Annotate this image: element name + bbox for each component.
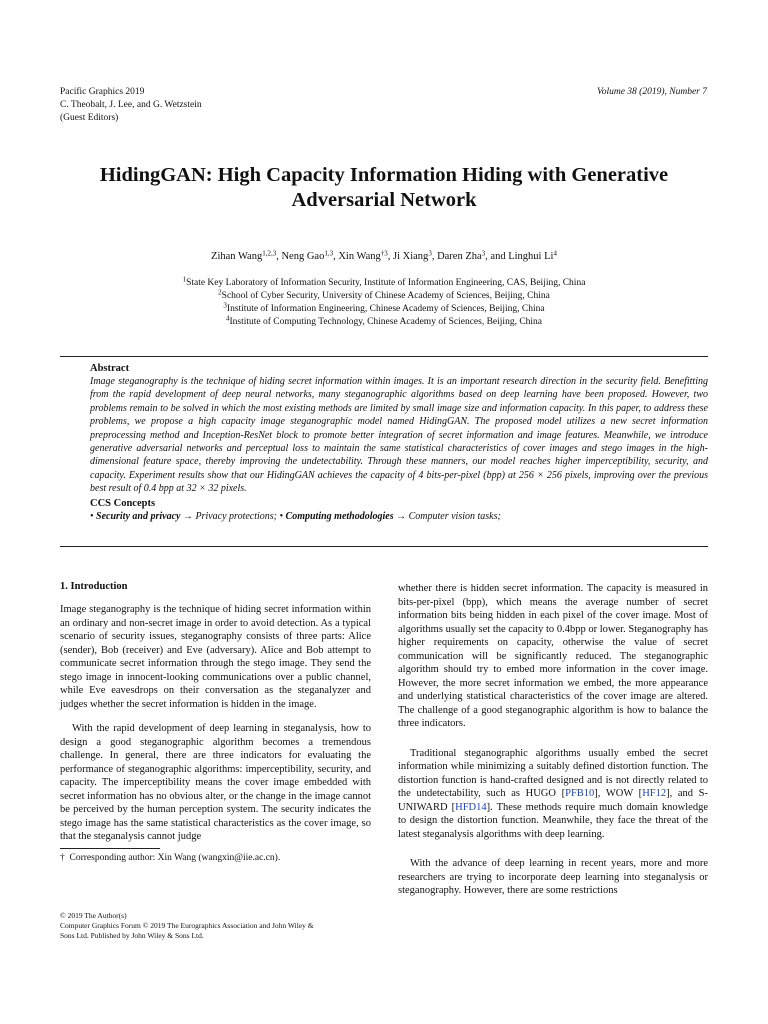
body-column-left <box>60 581 371 855</box>
copyright-line: Computer Graphics Forum © 2019 The Eurographics Association and John Wiley & Sons Ltd. Published by John Wiley & Sons Ltd. <box>60 921 314 940</box>
author-sep: , <box>431 251 438 262</box>
body-column-right <box>398 582 708 909</box>
author-affil-sup: †3 <box>380 249 388 258</box>
paragraph: whether there is hidden secret information. The capacity is measured in bits-per-pixel (bpp), which means the average number of secret information bits being hidden in each pixel of the cover image. Most of algorithms usually set the capacity to 0.4bpp or lower. Steganography has higher requirements on capacity, otherwise the value of secret communication will be significantly reduced. The steganographic algorithm should try to embed more information in the cover image. However, the more secret information we embed, the more appearance and underlying statistical characteristics of the cover image are altered. The challenge of a good steganographic algorithm is how to balance the three indicators. <box>398 583 708 729</box>
ccs-heading: CCS Concepts <box>90 497 156 509</box>
bullet: • <box>90 510 94 522</box>
arrow-icon: → <box>396 510 407 522</box>
ccs-category: Security and privacy <box>96 510 181 522</box>
author-sep: , <box>387 251 394 262</box>
arrow-icon: → <box>182 510 193 522</box>
affiliation-list <box>40 277 728 329</box>
author-sep: , <box>276 251 282 262</box>
editors: C. Theobalt, J. Lee, and G. Wetzstein <box>60 100 202 110</box>
abstract-text: Image steganography is the technique of hiding secret information within images. It is an important research direction in the security field. Benefitting from the rapid development of deep neural networks, many steganographic algorithms based on deep learning have been proposed. However, two problems remain to be solved in which the most existing methods are limited by small image size and information capacity. In this paper, to address these problems, we propose a high capacity image steganographic model named HidingGAN. The proposed model utilizes a new secret information preprocessing method and Inception-ResNet block to promote better integration of secret information and image features. Meanwhile, we introduce generative adversarial networks and perceptual loss to maintain the same statistical characteristics of cover images and stego images in the high-dimensional feature space, thereby improving the undetectability. Through these manners, our model reaches higher imperceptibility, security, and capacity. Experiment results show that our HidingGAN achieves the capacity of 4 bits-per-pixel (bpp) at 256 × 256 pixels, improving over the previous best result of 0.4 bpp at 32 × 32 pixels. <box>90 376 708 495</box>
author-sep: , and <box>485 251 509 262</box>
affiliation-text: School of Cyber Security, University of Chinese Academy of Sciences, Beijing, China <box>221 291 550 301</box>
section-heading: 1. Introduction <box>60 581 128 592</box>
copyright-block <box>60 911 320 941</box>
ccs-concepts <box>90 510 708 523</box>
author: Xin Wang <box>338 251 381 262</box>
author-affil-sup: 1,3 <box>324 249 334 258</box>
affiliation-text: Institute of Information Engineering, Chinese Academy of Sciences, Beijing, China <box>226 304 545 314</box>
affiliation-text: Institute of Computing Technology, Chinese Academy of Sciences, Beijing, China <box>229 317 543 327</box>
affiliation-num: 3 <box>223 301 227 310</box>
paragraph: With the rapid development of deep learning in steganalysis, how to design a good steganographic algorithm becomes a tremendous challenge. In general, there are three indicators for evaluating the performance of steganographic algorithms: imperceptibility, security, and capacity. The imperceptibility means the cover image embedded with secret information has no obvious alter, or the change in the image cannot be perceived by the human perception system. The security indicates the stego image has the same statistical characteristics as the cover image, so that the steganalysis cannot judge <box>60 723 371 842</box>
title-line-2: Adversarial Network <box>291 189 477 211</box>
footnote-rule <box>60 848 160 849</box>
abstract-section <box>90 362 708 523</box>
author-affil-sup: 4 <box>553 249 557 258</box>
citation-link[interactable]: HF12 <box>642 788 667 799</box>
paragraph: With the advance of deep learning in recent years, more and more researchers are trying to incorporate deep learning into steganalysis or steganography. However, there are some restrictions <box>398 858 708 896</box>
abstract-heading: Abstract <box>90 363 130 374</box>
copyright-line: © 2019 The Author(s) <box>60 911 127 920</box>
paper-title <box>40 163 728 213</box>
author: Neng Gao <box>281 251 325 262</box>
author: Daren Zha <box>437 251 482 262</box>
author: Ji Xiang <box>393 251 429 262</box>
conference-name: Pacific Graphics 2019 <box>60 87 145 97</box>
affiliation <box>40 303 728 316</box>
guest-editors-label: (Guest Editors) <box>60 113 119 123</box>
author-affil-sup: 3 <box>481 249 486 258</box>
citation-link[interactable]: HFD14 <box>455 801 487 813</box>
paragraph: Traditional steganographic algorithms usually embed the secret information while minimizing a suitably defined distortion function. The distortion function is hand-crafted designed and is not directly related to the undetectability, such as HUGO [PFB10], WOW [HF12], and S-UNIWARD [HFD14]. These methods require much domain knowledge to design the distortion function. Meanwhile, they face the threat of the latest steganalysis algorithms with deep learning. <box>398 747 708 840</box>
author-affil-sup: 1,2,3 <box>262 249 277 258</box>
citation-link[interactable]: PFB10 <box>565 788 595 799</box>
author-affil-sup: 3 <box>428 249 432 258</box>
affiliation <box>40 316 728 329</box>
title-line-1: HidingGAN: High Capacity Information Hiding with Generative <box>99 164 669 186</box>
affiliation <box>40 290 728 303</box>
footnote <box>60 852 280 864</box>
author-list <box>40 251 728 262</box>
running-header-left <box>60 86 202 125</box>
affiliation-num: 2 <box>218 288 222 297</box>
affiliation <box>40 277 728 290</box>
affiliation-text: State Key Laboratory of Information Security, Institute of Information Engineering, CAS, Beijing, China <box>186 278 586 288</box>
affiliation-num: 1 <box>182 275 187 284</box>
dagger-mark: † <box>60 853 65 863</box>
author-sep: , <box>333 251 339 262</box>
ccs-category: Computing methodologies <box>285 510 394 522</box>
author: Linghui Li <box>508 251 554 262</box>
abstract-top-rule <box>60 356 708 357</box>
footnote-text: Corresponding author: Xin Wang (wangxin@iie.ac.cn). <box>69 853 281 863</box>
volume-number: Volume 38 (2019), Number 7 <box>596 87 707 97</box>
bullet: • <box>279 510 284 522</box>
ccs-subcategory: Privacy protections; <box>195 510 278 522</box>
abstract-bottom-rule <box>60 546 708 547</box>
ccs-subcategory: Computer vision tasks; <box>408 510 501 522</box>
affiliation-num: 4 <box>225 314 230 323</box>
paragraph: Image steganography is the technique of hiding secret information within an ordinary and non-secret image in order to avoid detection. As a typical scenario of security issues, steganography consists of three parts: Alice (sender), Bob (receiver) and Eve (adversary). Alice and Bob attempt to communicate secret information through the stego image. They send the stego image in innocent-looking communications over a public channel, while Eve eavesdrops on their conversation as the steganalyzer and judges whether the secret information is hidden in the image. <box>60 604 371 710</box>
author: Zihan Wang <box>211 251 263 262</box>
